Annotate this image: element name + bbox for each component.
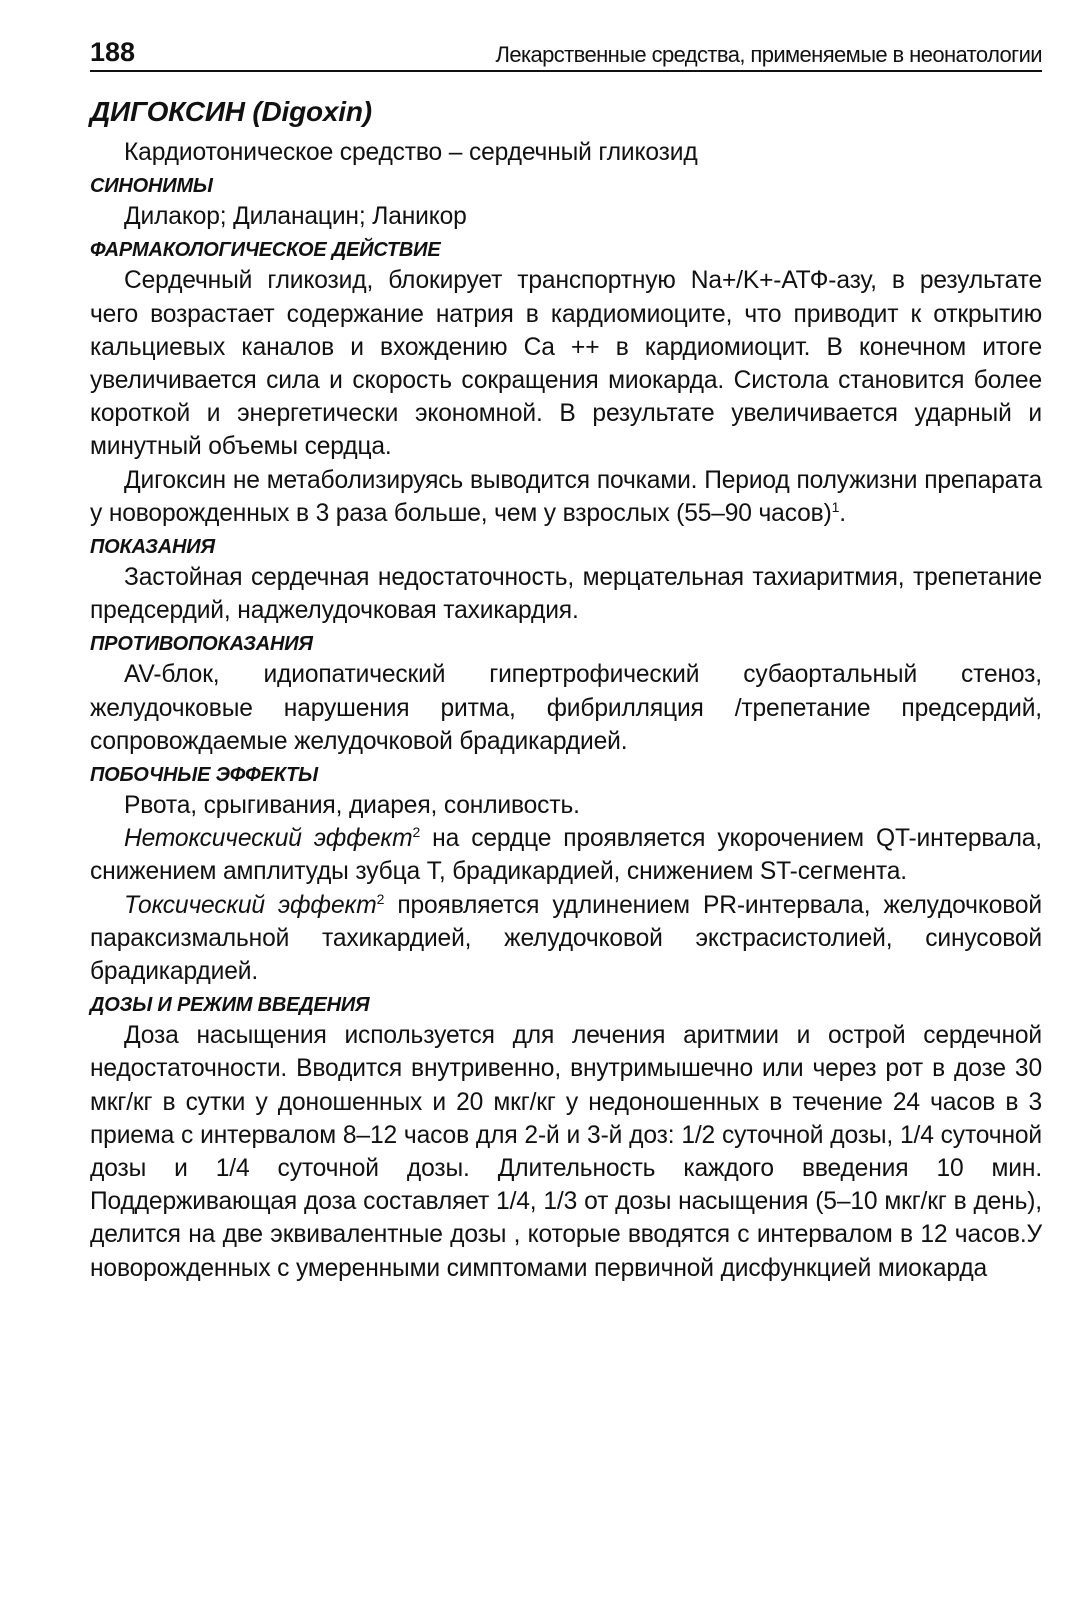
dosage-text: Доза насыщения используется для лечения аритмии и острой сердечной недостаточности. Вводится внутривенно, внутримышечно или через рот в дозе 30 мкг/кг в сутки у доношенных и 20 мкг/кг у недоношенных в течение 24 часов в 3 приема с интервалом 8–12 часов для 2-й и 3-й доз: 1/2 суточной дозы, 1/4 суточной дозы и 1/4 суточной дозы. Длительность каждого введения 10 мин. Поддерживающая доза составляет 1/4, 1/3 от дозы насыщения (5–10 мкг/кг в день), делится на две эквивалентные дозы , которые вводятся с интервалом в 12 часов.У новорожденных с умеренными симптомами первичной дисфункцией миокарда [90,1022,1042,1282]
footnote-ref-2b: 2 [376,890,385,907]
toxic-effect-term: Токсический эффект [124,891,377,919]
footnote-ref-1: 1 [831,498,840,515]
indications-heading: ПОКАЗАНИЯ [90,536,215,559]
pharmacology-heading: ФАРМАКОЛОГИЧЕСКОЕ ДЕЙСТВИЕ [90,239,441,262]
side-effects-paragraph-1: Рвота, срыгивания, диарея, сонливость. [124,792,580,820]
pharmacology-paragraph-2-text: Дигоксин не метаболизируясь выводится почками. Период полужизни препарата у новорожденных в 3 раза больше, чем у взрослых (55–90 часов) [90,466,1042,527]
pharmacology-paragraph-2 [90,464,1042,530]
dosage-heading: ДОЗЫ И РЕЖИМ ВВЕДЕНИЯ [90,994,370,1017]
drug-title: ДИГОКСИН (Digoxin) [90,96,372,127]
nontoxic-effect-term: Нетоксический эффект [124,825,413,853]
footnote-ref-2a: 2 [412,824,421,841]
pharmacology-paragraph-1: Сердечный гликозид, блокирует транспортную Na+/K+-АТФ-азу, в результате чего возрастает содержание натрия в кардиомиоците, что приводит к открытию кальциевых каналов и вхождению Ca ++ в кардиомиоцит. В конечном итоге увеличивается сила и скорость сокращения миокарда. Систола становится более короткой и энергетически экономной. В результате увеличивается ударный и минутный объемы сердца. [90,267,1042,461]
page-number: 188 [90,37,136,67]
drug-class: Кардиотоническое средство – сердечный гликозид [124,139,698,166]
pharmacology-paragraph-2-end: . [839,499,846,527]
contraindications-text: AV-блок, идиопатический гипертрофический субаортальный стеноз, желудочковые нарушения ритма, фибрилляция /трепетание предсердий, сопровождаемые желудочковой брадикардией. [90,661,1042,755]
side-effects-paragraph-2 [90,822,1042,888]
indications-text: Застойная сердечная недостаточность, мерцательная тахиаритмия, трепетание предсердий, наджелудочковая тахикардия. [90,564,1042,625]
synonyms-text: Дилакор; Диланацин; Ланикор [124,203,467,231]
page-header [90,30,1042,72]
side-effects-paragraph-3 [90,889,1042,989]
nontoxic-effect-text: на сердце проявляется укорочением QT-интервала, снижением амплитуды зубца T, брадикардией, снижением ST-сегмента. [90,825,1042,886]
side-effects-heading: ПОБОЧНЫЕ ЭФФЕКТЫ [90,764,318,787]
contraindications-heading: ПРОТИВОПОКАЗАНИЯ [90,633,313,656]
running-head: Лекарственные средства, применяемые в неонатологии [495,42,1042,67]
toxic-effect-text: проявляется удлинением PR-интервала, желудочковой параксизмальной тахикардией, желудочковой экстрасистолией, синусовой брадикардией. [90,891,1043,986]
synonyms-heading: СИНОНИМЫ [90,175,213,198]
